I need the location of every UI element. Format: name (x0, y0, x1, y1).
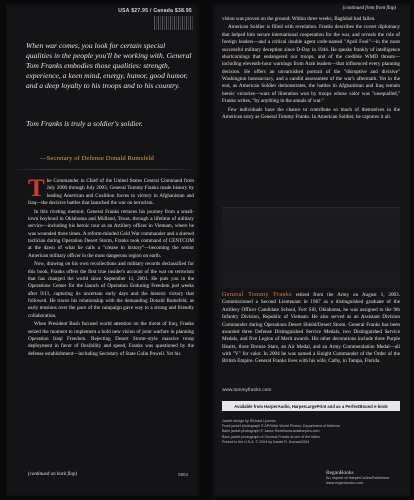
continued-note: (continued from front flap) (342, 6, 396, 11)
credit-line: Front jacket photograph © AP/Wide World Photos; Department of Defense (222, 424, 341, 429)
body-paragraph (28, 175, 194, 208)
credit-line: Back jacket photograph of General Franks at one of the fallen (222, 434, 320, 439)
endorsement-quote-closing: Tom Franks is truly a soldier's soldier. (26, 119, 143, 128)
front-flap-body (28, 175, 194, 358)
formats-banner (222, 401, 400, 411)
author-bio (222, 291, 400, 366)
body-paragraph: When President Bush focused world attention on the threat of Iraq, Franks seized the moment to implement a bold new vision of joint warfare in planning Operation Iraqi Freedom. Rejecting Desert Storm–style massive troop deployment in favor of flexibility and speed, Franks was questioned by the defense establishment—including Secretary of State Colin Powell. Yet his (28, 321, 194, 357)
endorsement-attribution: —Secretary of Defense Donald Rumsfeld (40, 155, 154, 162)
author-bio-text: retired from the Army on August 1, 2003. Commissioned a Second Lieutenant in 1967 as a distinguished graduate of the Artillery Officer Candidate School, Fort Sill, Oklahoma, he was assigned to the 9th Infantry Division, Republic of Vietnam. He also served as an Assistant Division Commander during Operations Desert Shield/Desert Storm. General Franks has been awarded three Defense Distinguished Service Medals, two Distinguished Service Medals, and five Legion of Merit awards. His other decorations include three Purple Hearts, three Bronze Stars, an Air Medal, and an Army Commendation Medal—all with "V" for valor. In 2004 he was named a Knight Commander of the Order of the British Empire. General Franks lives with his wife, Cathy, in Tampa, Florida. (222, 292, 400, 365)
author-name: General Tommy Franks (222, 291, 292, 298)
body-paragraph: vision was proven on the ground: Within three weeks, Baghdad had fallen. (222, 16, 376, 22)
body-paragraph: American Soldier is filled with revelation. Franks describes the covert diplomacy that helped him secure international cooperation for the war, and reveals the role of foreign leaders—and a critical double agent code-named "April Fool"—in the most successful military deception since D-Day in 1944. He speaks frankly of intelligence shortcomings that endangered our troops, and of the credible WMD threats—including eleventh-hour warnings from Arab leaders—that influenced every planning decision. He offers an unvarnished portrait of the "disruptive and divisive" Washington bureaucracy, and a candid assessment of the war's aftermath. Yet in the end, as American Soldier demonstrates, the battles in Afghanistan and Iraq remain heroic victories—wars of liberation won by troops whose valor was "unequalled," Franks writes, "by anything in the annals of war." (222, 24, 400, 105)
credit-line: Back jacket photograph © Jason Reed/www.aviationpics.com (222, 429, 320, 434)
back-flap-body (222, 16, 400, 121)
jacket-credits (222, 419, 400, 445)
body-paragraph-text: he Commander in Chief of the United States Central Command from July 2000 through July 2003, General Tommy Franks made history by leading American and Coalition forces to victory in Afghanistan and Iraq—the decisive battles that launched the war on terrorism. (28, 178, 194, 207)
publisher-block (326, 471, 406, 486)
continued-note: (continued on back flap) (28, 472, 78, 477)
credit-line: Printed in the U.S.A. © 2004 by Daniel R. Dumas/2004 (222, 439, 310, 444)
body-paragraph: Few individuals have the chance to contribute so much of themselves to the American story as General Tommy Franks. In American Soldier, he captures it all. (222, 106, 400, 120)
publisher-name: ReganBooks (326, 470, 354, 476)
publisher-website-link[interactable]: www.reganbooks.com (326, 481, 364, 485)
author-photo-area (222, 207, 400, 288)
price-label: USA $27.95 / Canada $38.95 (118, 8, 192, 14)
drop-cap: T (28, 175, 45, 202)
jacket-code: 0804 (177, 472, 188, 477)
author-website-link[interactable]: www.tommyfranks.com (222, 388, 272, 393)
body-paragraph: Now, drawing on his own recollections and military records declassified for this book, Franks offers the first true insider's account of the war on terrorism that has changed the world since September 11, 2001. He puts you in the Operations Center for the launch of Operation Enduring Freedom just weeks after 9/11, capturing its uncertain early days and the historic victory that followed. He traces his relationship with the demanding Donald Rumsfeld, as early tensions over the pace of the campaign gave way to a strong and friendly collaboration. (28, 261, 194, 319)
front-flap (6, 3, 202, 497)
publisher-imprint: An Imprint of HarperCollinsPublishers (326, 476, 390, 480)
back-flap (210, 3, 410, 497)
formats-banner-text: Available from HarperAudio, HarperLargePrint and as a PerfectBound e-book (234, 403, 388, 409)
barcode-icon (154, 16, 194, 30)
body-paragraph: In this riveting memoir, General Franks retraces his journey from a small-town boyhood in Oklahoma and Midland, Texas, through a lifetime of military service—including his heroic tour as an Artillery officer in Vietnam, where he was wounded three times. A reform-minded Cold War commander and a shrewd tactician during Operation Desert Storm, Franks took command of CENTCOM at the dawn of what he calls a "crease in history"—becoming the senior American military officer in the most dangerous region on earth. (28, 208, 194, 259)
divider (12, 169, 198, 170)
endorsement-quote: When war comes, you look for certain special qualities in the people you'll be working with. General Tom Franks embodies those qualities: strength, experience, a keen mind, energy, humor, good humor, and a deep loyalty to his troops and to his country. (26, 41, 192, 90)
credit-line: Jacket design by Richard Ljoenes (222, 419, 276, 423)
